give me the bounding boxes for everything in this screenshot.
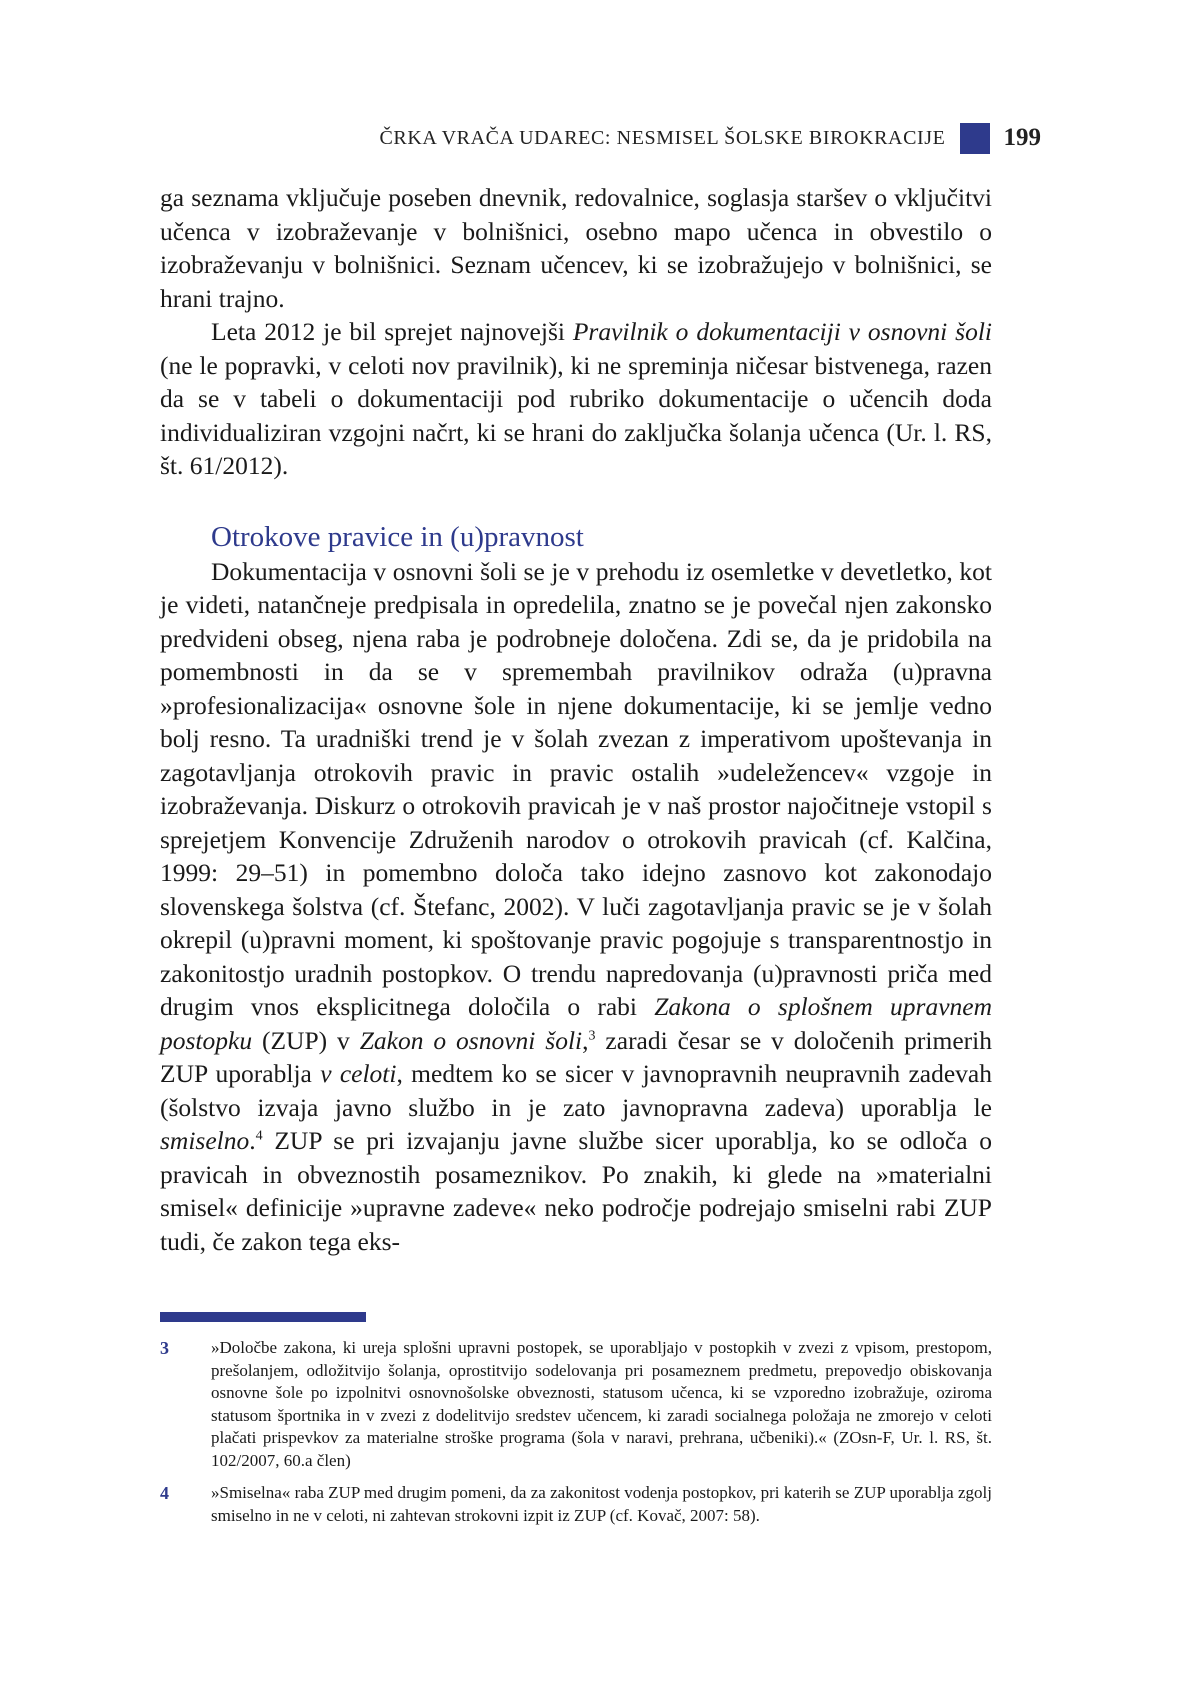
p3-text-b: (ZUP) v [252,1025,360,1055]
footnotes [160,1337,992,1537]
body-text [160,181,992,1258]
p3-italic-zup: Zakona o splošnem upravnem postopku [160,992,993,1055]
p2-text-b: (ne le popravki, v celoti nov pravilnik), ki ne spreminja ničesar bistvenega, razen da se v tabeli o dokumentaciji pod rubriko dokumentacije o učencih doda individualiziran vzgojni načrt, ki se hrani do zaključka šolanja učenca (Ur. l. RS, št. 61/2012). [160,350,992,480]
header-accent-square [960,123,990,154]
footnote-ref-3[interactable]: 3 [588,1028,596,1043]
section-heading: Otrokove pravice in (u)pravnost [211,520,584,553]
footnote-text: »Smiselna« raba ZUP med drugim pomeni, da za zakonitost vodenja postopkov, pri katerih se ZUP uporablja zgolj smiselno in ne v celoti, ni zahtevan strokovni izpit iz ZUP (cf. Kovač, 2007: 58). [211,1483,992,1525]
p3-text-d: , medtem ko se sicer v javnopravnih neupravnih zadevah (šolstvo izvaja javno službo in je zato javnopravna zadeva) uporablja le [160,1059,993,1122]
paragraph-2 [160,315,992,483]
paragraph-3: Dokumentacija v osnovni šoli se je v prehodu iz osemletke v devetletko, kot je videti, natančneje predpisala in opredelila, znatno se je povečal njen zakonsko predvideni obseg, njena raba je podrobneje določena. Zdi se, da je pridobila na pomembnosti in da se v spremembah pravilnikov odraža (u)pravna »profesionalizacija« osnovne šole in njene dokumentacije, ki se jemlje vedno bolj resno. Ta uradniški trend je v šolah zvezan z imperativom upoštevanja in zagotavljanja otrokovih pravic in pravic ostalih »udeležencev« vzgoje in izobraževanja. Diskurz o otrokovih pravicah je v naš prostor najočitneje vstopil s sprejetjem Konvencije Združenih narodov o otrokovih pravicah (cf. Kalčina, 1999: 29–51) in pomembno določa tako idejno zasnovo kot zakonodajo slovenskega šolstva (cf. Štefanc, 2002). V luči zagotavljanja pravic se je v šolah okrepil (u)pravni moment, ki spoštovanje pravic pogojuje s transparentnostjo in zakonitostjo uradnih postopkov. O trendu napredovanja (u)pravnosti priča med drugim vnos eksplicitnega določila o rabi Zakona o splošnem upravnem postopku (ZUP) v Zakon o osnovni šoli,$^3$ zaradi česar se v določenih primerih ZUP uporablja v celoti, medtem ko se sicer v javnopravnih neupravnih zadevah (šolstvo izvaja javno službo in je zato javnopravna zadeva) uporablja le smiselno.$^4$ ZUP se pri izvajanju javne službe sicer uporablja, ko se odloča o pravicah in obveznostih posameznikov. Po znakih, ki glede na »materialni smisel« definicije »upravne zadeve« neko področje podrejajo smiselni rabi ZUP tudi, če zakon tega eks- [160,556,993,1256]
p2-text-a: Leta 2012 je bil sprejet najnovejši [211,317,573,346]
footnote-number: 3 [160,1338,169,1358]
running-title: ČRKA VRAČA UDAREC: NESMISEL ŠOLSKE BIROKRACIJE [379,126,946,149]
p3-text-c: zaradi česar se v določenih primerih ZUP uporablja [160,1025,992,1088]
footnote-4 [160,1482,992,1527]
footnote-number: 4 [160,1483,169,1503]
footnote-ref-4[interactable]: 4 [255,1128,263,1144]
footnote-3 [160,1337,992,1472]
footnote-text: »Določbe zakona, ki ureja splošni upravni postopek, se uporabljajo v postopkih v zvezi z vpisom, prestopom, prešolanjem, odložitvijo šolanja, oprostitvijo sodelovanja pri posameznem predmetu, prepovedjo obiskovanja osnovne šole po izpolnitvi osnovnošolske obveznosti, statusom učenca, ki se vzporedno izobražuje, oziroma statusom športnika in v zvezi z dodelitvijo sredstev učencem, ki zaradi socialnega položaja ne zmorejo v celoti plačati prispevkov za materialne stroške programa (šola v naravi, prehrana, učbeniki).« (ZOsn-F, Ur. l. RS, št. 102/2007, 60.a člen) [211,1338,992,1470]
p3-italic-zosn: Zakon o osnovni šoli [359,1025,583,1055]
page-number: 199 [1003,124,1041,151]
footnote-rule [160,1312,366,1322]
p3-italic-smiselno: smiselno [160,1126,250,1155]
running-header [379,121,1041,155]
p3-italic-celoti: v celoti [320,1059,397,1088]
paragraph-1: ga seznama vključuje poseben dnevnik, redovalnice, soglasja staršev o vključitvi učenca v izobraževanje v bolnišnici, osebno mapo učenca in obvestilo o izobraževanju v bolnišnici. Seznam učencev, ki se izobražujejo v bolnišnici, se hrani trajno. [160,183,992,313]
p3-text-a: Dokumentacija v osnovni šoli se je v prehodu iz osemletke v devetletko, kot je videti, natančneje predpisala in opredelila, znatno se je povečal njen zakonsko predvideni obseg, njena raba je podrobneje določena. Zdi se, da je pridobila na pomembnosti in da se v spremembah pravilnikov odraža (u)pravna »profesionalizacija« osnovne šole in njene dokumentacije, ki se jemlje vedno bolj resno. Ta uradniški trend je v šolah zvezan z imperativom upoštevanja in zagotavljanja otrokovih pravic in pravic ostalih »udeležencev« vzgoje in izobraževanja. Diskurz o otrokovih pravicah je v naš prostor najočitneje vstopil s sprejetjem Konvencije Združenih narodov o otrokovih pravicah (cf. Kalčina, 1999: 29–51) in pomembno določa tako idejno zasnovo kot zakonodajo slovenskega šolstva (cf. Štefanc, 2002). V luči zagotavljanja pravic se je v šolah okrepil (u)pravni moment, ki spoštovanje pravic pogojuje s transparentnostjo in zakonitostjo uradnih postopkov. O trendu napredovanja (u)pravnosti priča med drugim vnos eksplicitnega določila o rabi [160,556,992,1021]
p2-title-italic: Pravilnik o dokumentaciji v osnovni šoli [572,317,992,346]
p3-text-e: ZUP se pri izvajanju javne službe sicer uporablja, ko se odloča o pravicah in obveznostih posameznikov. Po znakih, ki glede na »materialni smisel« definicije »upravne zadeve« neko področje podrejajo smiselni rabi ZUP tudi, če zakon tega eks- [160,1126,992,1256]
